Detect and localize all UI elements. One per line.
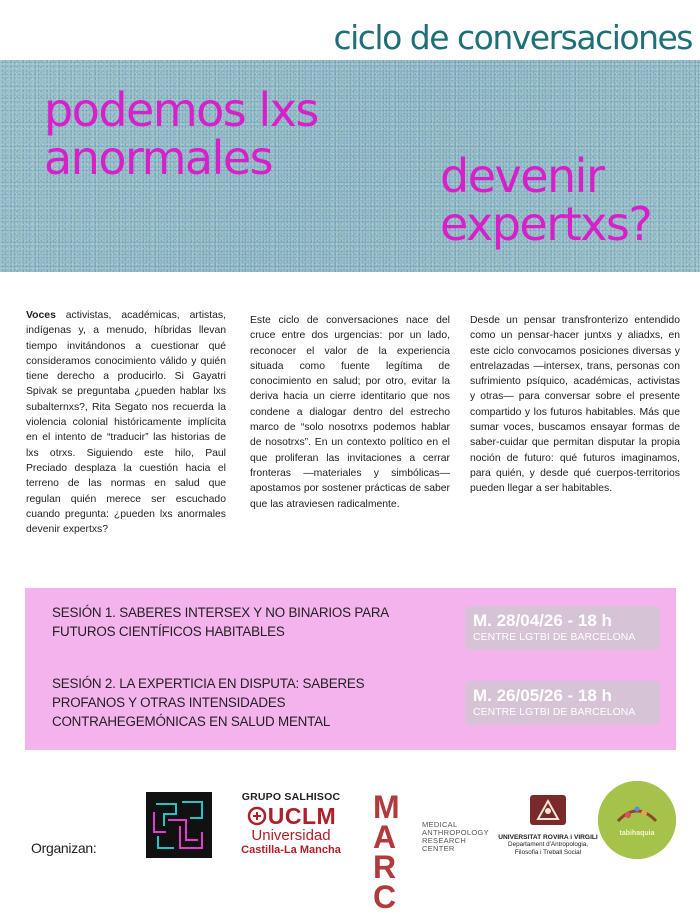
lab-logo xyxy=(146,792,212,858)
uclm-emblem-icon xyxy=(246,805,268,827)
intro-lead-word: Voces xyxy=(26,310,56,321)
session-1-title: SESIÓN 1. SABERES INTERSEX Y NO BINARIOS PARA FUTUROS CIENTÍFICOS HABITABLES xyxy=(52,605,389,639)
uclm-wordmark: UCLM xyxy=(267,803,337,829)
tree-emblem-icon xyxy=(598,781,676,859)
intro-column-1-text: activistas, académicas, artistas, indígenas y, a menudo, híbridas llevan tiempo invitándonos a cuestionar qué consideramos conocimiento válido y quién tiene derecho a producirlo. Si Gayatri Spivak se preguntaba ¿pueden hablar lxs subalternxs?, Rita Segato nos recuerda la violencia colonial históricamente implícita en el intento de “traducir” las historias de lxs otrxs. Siguiendo este hilo, Paul Preciado desplaza la cuestión hacia el terreno de las normas en salud que regulan quién merece ser escuchado cuando pregunta: ¿pueden lxs anormales devenir expertxs? xyxy=(26,310,226,536)
round-logo-label: tabihaquia xyxy=(619,830,655,837)
marc-subtitle: MEDICAL ANTHROPOLOGY RESEARCH CENTER xyxy=(422,820,489,853)
urv-logo xyxy=(497,793,599,861)
intro-column-2: Este ciclo de conversaciones nace del cruce entre dos urgencias: por un lado, reconocer el valor de la experiencia situada como fuente legítima de conocimiento en salud; por otro, evitar la deriva hacia un cierre identitario que nos condene a dialogar dentro del estrecho marco de “solo nosotrxs podemos hablar de nosotrxs”. En un contexto político en el que proliferan las invitaciones a cerrar fronteras —materiales y simbólicas— apostamos por sostener prácticas de saber que las atraviesen radicalmente. xyxy=(250,315,450,510)
organizers-label: Organizan: xyxy=(31,840,97,856)
salhisoc-label: GRUPO SALHISOC xyxy=(241,791,341,803)
hero-question-part1: podemos lxs anormales xyxy=(44,83,318,185)
urv-emblem-icon xyxy=(528,793,568,827)
session-2-venue: CENTRE LGTBI DE BARCELONA xyxy=(473,707,636,718)
maze-logo-icon xyxy=(146,792,212,858)
series-title: ciclo de conversaciones xyxy=(333,18,692,57)
marc-letters: MARC xyxy=(373,789,401,915)
round-collective-logo xyxy=(598,781,676,859)
universidad-label: Universidad xyxy=(251,827,331,844)
castilla-label: Castilla-La Mancha xyxy=(241,844,341,856)
sessions-panel xyxy=(25,588,676,750)
session-1-date-box xyxy=(465,606,660,650)
hero-question-part2: devenir expertxs? xyxy=(440,149,652,251)
session-1-venue: CENTRE LGTBI DE BARCELONA xyxy=(473,632,636,643)
session-2-date: M. 26/05/26 - 18 h xyxy=(473,686,612,705)
intro-column-1 xyxy=(26,308,226,537)
marc-logo xyxy=(373,789,491,915)
session-2-title: SESIÓN 2. LA EXPERTICIA EN DISPUTA: SABERES PROFANOS Y OTRAS INTENSIDADES CONTRAHEGEMÓNICAS EN SALUD MENTAL xyxy=(52,676,365,729)
session-1-date: M. 28/04/26 - 18 h xyxy=(473,611,612,630)
urv-name: UNIVERSITAT ROVIRA i VIRGILI xyxy=(498,834,598,841)
urv-department: Departament d'Antropologia, Filosofia i Treball Social xyxy=(508,841,588,856)
hero-banner xyxy=(0,60,700,272)
intro-column-3: Desde un pensar transfronterizo entendido como un pensar-hacer juntxs y aliadxs, en este ciclo convocamos posiciones diversas y entrelazadas —intersex, trans, personas con sufrimiento psíquico, académicas, activistas y otras— para conversar sobre el presente compartido y los futuros habitables. Más que sumar voces, buscamos ensayar formas de saber-cuidar que permitan disputar la propia noción de futuro: qué futuros imaginamos, para quién, y desde qué cuerpos-territorios pueden llegar a ser habitables. xyxy=(470,315,680,495)
salhisoc-uclm-logo xyxy=(224,791,358,861)
session-2-date-box xyxy=(465,681,660,725)
